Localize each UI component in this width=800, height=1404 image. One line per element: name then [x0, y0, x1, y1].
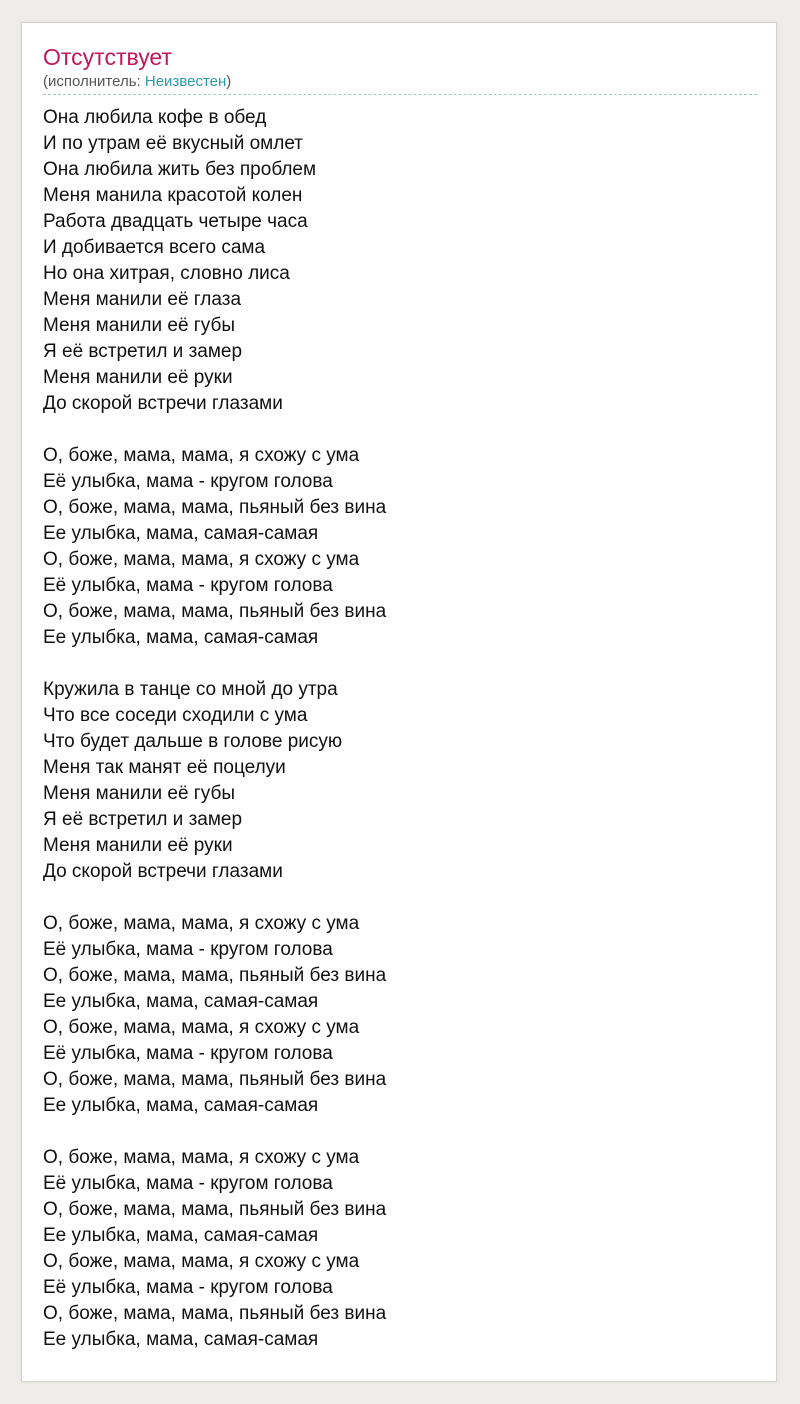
lyrics-line: Что все соседи сходили с ума: [43, 705, 308, 726]
lyrics-line: И по утрам её вкусный омлет: [43, 133, 303, 154]
artist-suffix: ): [226, 73, 232, 90]
lyrics-line: Работа двадцать четыре часа: [43, 211, 308, 232]
lyrics-line: Меня так манят её поцелуи: [43, 757, 286, 778]
lyrics-line: Меня манили её губы: [43, 783, 235, 804]
lyrics-line: О, боже, мама, мама, пьяный без вина: [43, 601, 387, 622]
header-divider: [43, 94, 757, 95]
lyrics-line: Но она хитрая, словно лиса: [43, 263, 290, 284]
lyrics-line: Её улыбка, мама - кругом голова: [43, 1043, 333, 1064]
lyrics-card: [21, 22, 777, 1382]
lyrics-line: Она любила жить без проблем: [43, 159, 317, 180]
lyrics-line: О, боже, мама, мама, я схожу с ума: [43, 445, 360, 466]
lyrics-line: Её улыбка, мама - кругом голова: [43, 1173, 333, 1194]
artist-prefix: (исполнитель:: [43, 73, 145, 90]
lyrics-line: О, боже, мама, мама, пьяный без вина: [43, 497, 387, 518]
lyrics-line: Она любила кофе в обед: [43, 107, 267, 128]
lyrics-line: Её улыбка, мама - кругом голова: [43, 471, 333, 492]
lyrics-line: До скорой встречи глазами: [43, 861, 283, 882]
artist-link[interactable]: Неизвестен: [144, 73, 227, 90]
lyrics-line: Я её встретил и замер: [43, 341, 243, 362]
lyrics-line: О, боже, мама, мама, я схожу с ума: [43, 1251, 360, 1272]
lyrics-stanza: [43, 911, 757, 1119]
lyrics-line: И добивается всего сама: [43, 237, 266, 258]
lyrics-line: Ее улыбка, мама, самая-самая: [43, 1329, 319, 1350]
lyrics-line: Её улыбка, мама - кругом голова: [43, 939, 333, 960]
lyrics-line: О, боже, мама, мама, пьяный без вина: [43, 1199, 387, 1220]
lyrics-line: Меня манила красотой колен: [43, 185, 303, 206]
lyrics-stanza: [43, 443, 757, 651]
lyrics-line: Ее улыбка, мама, самая-самая: [43, 991, 319, 1012]
lyrics-line: Что будет дальше в голове рисую: [43, 731, 343, 752]
lyrics-line: Кружила в танце со мной до утра: [43, 679, 338, 700]
lyrics-line: О, боже, мама, мама, я схожу с ума: [43, 1017, 360, 1038]
lyrics-line: Меня манили её глаза: [43, 289, 242, 310]
lyrics-line: О, боже, мама, мама, я схожу с ума: [43, 549, 360, 570]
lyrics-line: Её улыбка, мама - кругом голова: [43, 575, 333, 596]
lyrics-line: До скорой встречи глазами: [43, 393, 283, 414]
lyrics-stanza: [43, 105, 757, 417]
lyrics-line: Я её встретил и замер: [43, 809, 243, 830]
lyrics-stanza: [43, 677, 757, 885]
lyrics-line: О, боже, мама, мама, я схожу с ума: [43, 1147, 360, 1168]
artist-line: [43, 73, 231, 91]
lyrics-line: Меня манили её руки: [43, 367, 233, 388]
lyrics-line: О, боже, мама, мама, я схожу с ума: [43, 913, 360, 934]
lyrics-line: О, боже, мама, мама, пьяный без вина: [43, 1069, 387, 1090]
lyrics-stanza: [43, 1145, 757, 1353]
lyrics-line: Меня манили её руки: [43, 835, 233, 856]
lyrics-body: [43, 105, 757, 1379]
lyrics-line: Ее улыбка, мама, самая-самая: [43, 523, 319, 544]
lyrics-line: Меня манили её губы: [43, 315, 235, 336]
lyrics-line: Её улыбка, мама - кругом голова: [43, 1277, 333, 1298]
lyrics-line: Ее улыбка, мама, самая-самая: [43, 627, 319, 648]
lyrics-line: Ее улыбка, мама, самая-самая: [43, 1225, 319, 1246]
lyrics-line: О, боже, мама, мама, пьяный без вина: [43, 1303, 387, 1324]
lyrics-line: Ее улыбка, мама, самая-самая: [43, 1095, 319, 1116]
song-title: Отсутствует: [43, 44, 172, 70]
lyrics-line: О, боже, мама, мама, пьяный без вина: [43, 965, 387, 986]
